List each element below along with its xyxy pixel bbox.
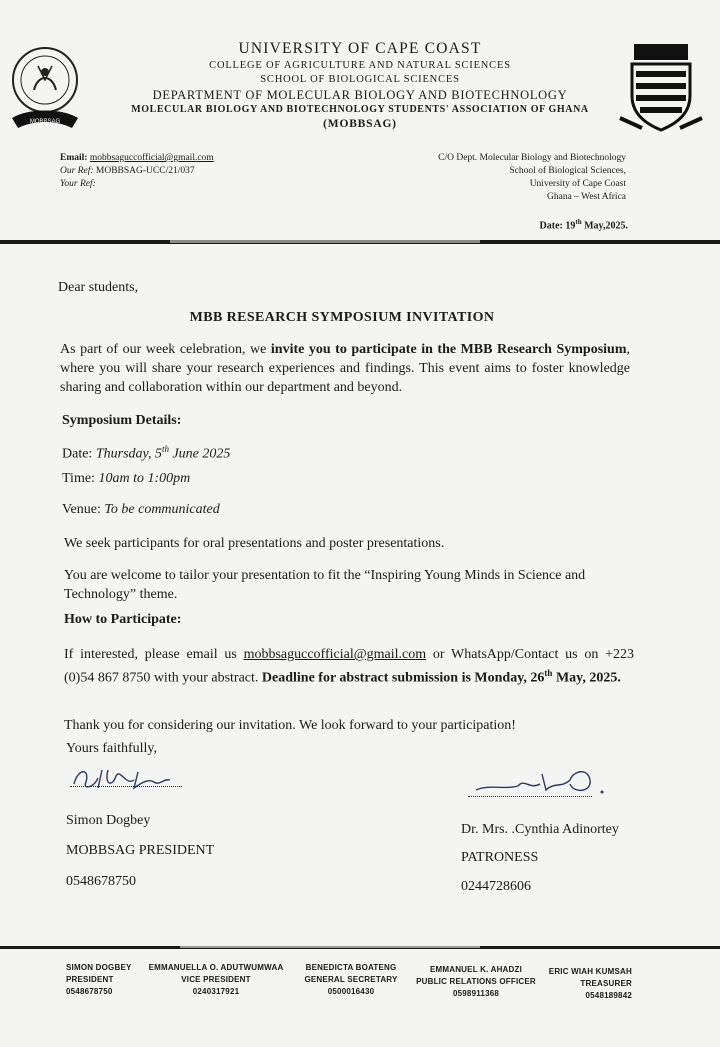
association-abbreviation: (MOBBSAG) [323,118,397,130]
theme-note: You are welcome to tailor your presentation to fit the “Inspiring Young Minds in Science and Technology” theme. [64,568,586,602]
patroness-phone: 0244728606 [461,879,531,894]
how-to-heading: How to Participate: [64,612,182,627]
letter-title: MBB RESEARCH SYMPOSIUM INVITATION [189,310,495,325]
university-name: UNIVERSITY OF CAPE COAST [238,40,482,57]
letter-references: Email: mobbsaguccofficial@gmail.com Our Ref: MOBBSAG-UCC/21/037 Your Ref: [60,153,214,189]
president-signature-line [70,786,182,787]
footer-divider-highlight [180,946,480,948]
officer-treasurer: ERIC WIAH KUMSAH TREASURER 0548189842 [548,967,632,1000]
patroness-title: PATRONESS [461,850,539,865]
president-phone: 0548678750 [66,874,136,889]
contact-email-link[interactable]: mobbsaguccofficial@gmail.com [243,647,427,662]
officer-pro: EMMANUEL K. AHADZI PUBLIC RELATIONS OFFICER 0598911368 [416,965,536,998]
event-time: Time: 10am to 1:00pm [62,471,191,486]
header-divider-highlight [170,240,480,243]
department-name: DEPARTMENT OF MOLECULAR BIOLOGY AND BIOTECHNOLOGY [152,88,568,102]
email-link[interactable]: mobbsaguccofficial@gmail.com [89,153,214,163]
officer-vice-president: EMMANUELLA O. ADUTWUMWAA VICE PRESIDENT 0240317921 [148,963,284,996]
patroness-signature [470,760,610,800]
participants-sought: We seek participants for oral presentations and poster presentations. [64,536,445,551]
patroness-signature-line [468,796,592,797]
svg-text:MOBBSAG: MOBBSAG [29,119,61,125]
president-name: Simon Dogbey [66,813,151,828]
school-name: SCHOOL OF BIOLOGICAL SCIENCES [260,74,460,85]
association-name: MOLECULAR BIOLOGY AND BIOTECHNOLOGY STUDENTS' ASSOCIATION OF GHANA [131,104,589,115]
officer-president: SIMON DOGBEY PRESIDENT 0548678750 [66,963,132,996]
closing-line: Yours faithfully, [66,741,158,756]
postal-address: C/O Dept. Molecular Biology and Biotechnology School of Biological Sciences, University of Cape Coast Ghana – West Africa [438,153,626,202]
letter-date: Date: 19th May,2025. [539,218,628,232]
officer-general-secretary: BENEDICTA BOATENG GENERAL SECRETARY 0500016430 [304,963,398,996]
how-to-paragraph: If interested, please email us mobbsaguccofficial@gmail.com or WhatsApp/Contact us on +223 (0)54 867 8750 with your abstract. Deadline for abstract submission is Monday, 26th May, 2025. [64,647,634,686]
thanks-line: Thank you for considering our invitation. We look forward to your participation! [64,718,516,733]
salutation: Dear students, [58,280,139,295]
event-date: Date: Thursday, 5th June 2025 [62,444,231,462]
college-name: COLLEGE OF AGRICULTURE AND NATURAL SCIENCES [209,60,511,71]
president-signature [68,760,188,796]
intro-paragraph: As part of our week celebration, we invite you to participate in the MBB Research Symposium, where you will share your research experiences and findings. This event aims to foster knowledge sharing and collaboration within our department and beyond. [60,342,631,395]
details-heading: Symposium Details: [62,413,182,428]
event-venue: Venue: To be communicated [62,502,220,517]
president-title: MOBBSAG PRESIDENT [66,843,215,858]
patroness-name: Dr. Mrs. .Cynthia Adinortey [461,822,619,837]
